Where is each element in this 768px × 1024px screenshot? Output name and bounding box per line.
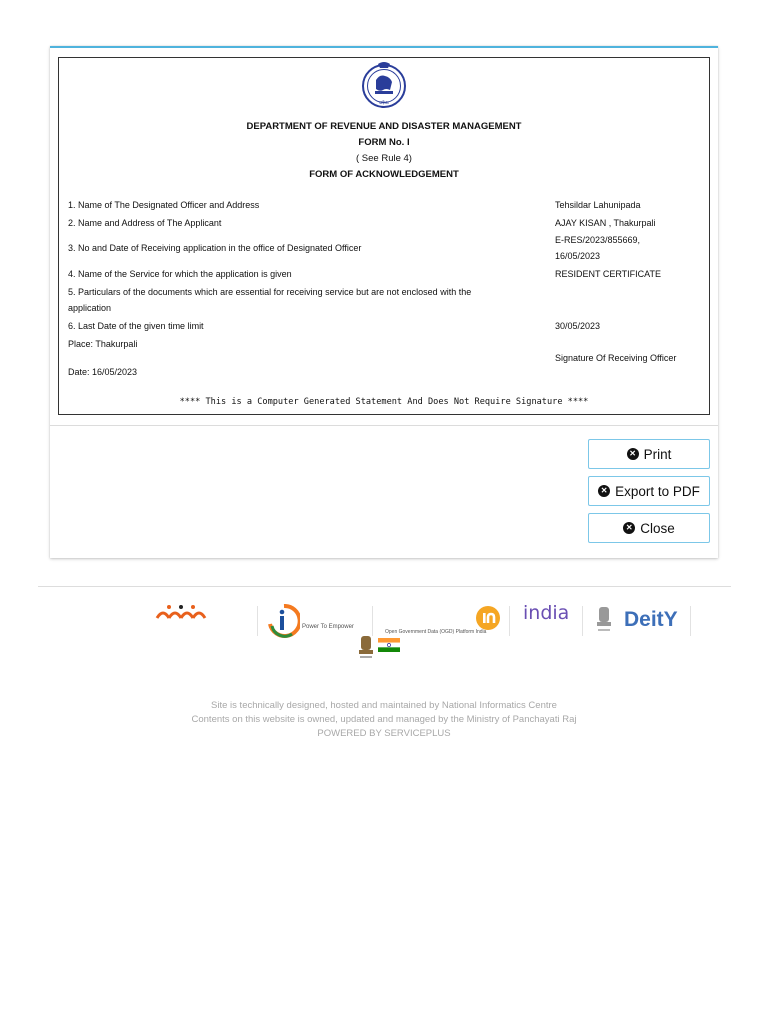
card-divider (50, 425, 718, 426)
close-circle-icon: ✕ (623, 522, 635, 534)
row-last-date-value: 30/05/2023 (555, 321, 601, 331)
footer-powered-by: POWERED BY SERVICEPLUS (317, 728, 451, 739)
row-application-number-label: 3. No and Date of Receiving application in the office of Designated Officer (68, 243, 362, 253)
ogd-platform-text: Open Government Data (OGD) Platform India (385, 629, 487, 635)
row-designated-officer-label: 1. Name of The Designated Officer and Address (68, 200, 260, 210)
date-text: Date: 16/05/2023 (68, 367, 138, 377)
row-service-value: RESIDENT CERTIFICATE (555, 269, 662, 279)
place-text: Place: Thakurpali (68, 339, 138, 349)
logo-separator (690, 606, 691, 636)
close-circle-icon: ✕ (598, 485, 610, 497)
row-applicant-label: 2. Name and Address of The Applicant (68, 218, 222, 228)
close-button[interactable] (588, 513, 710, 543)
logo-separator (582, 606, 583, 636)
signature-label: Signature Of Receiving Officer (555, 353, 677, 363)
form-number: FORM No. I (358, 137, 410, 148)
digital-india-logo-icon (268, 604, 300, 638)
form-title: FORM OF ACKNOWLEDGEMENT (309, 169, 459, 180)
export-pdf-button[interactable] (588, 476, 710, 506)
digital-india-tagline: Power To Empower (302, 624, 354, 630)
footer-nic-text: Site is technically designed, hosted and maintained by National Informatics Centre (211, 700, 557, 711)
department-heading: DEPARTMENT OF REVENUE AND DISASTER MANAGEMENT (246, 121, 522, 132)
print-button[interactable] (588, 439, 710, 469)
deity-logo: DeitY (624, 608, 678, 631)
acknowledgement-form (58, 57, 710, 415)
svg-text:ଓଡ଼ିଶା: ଓଡ଼ିଶା (379, 100, 389, 105)
odisha-emblem-icon (361, 60, 407, 110)
acknowledgement-card (50, 46, 718, 558)
national-emblem-icon (356, 632, 376, 664)
row-applicant-value: AJAY KISAN , Thakurpali (555, 218, 656, 228)
panchayati-raj-logo-icon (155, 604, 209, 622)
logo-separator (257, 606, 258, 636)
row-designated-officer-value: Tehsildar Lahunipada (555, 200, 641, 210)
close-button-label: Close (640, 520, 675, 536)
rule-reference: ( See Rule 4) (356, 153, 412, 164)
india-portal-logo: india (523, 602, 570, 624)
computer-generated-note: **** This is a Computer Generated Statement And Does Not Require Signature **** (179, 397, 589, 407)
print-button-label: Print (643, 446, 672, 462)
partner-logos (0, 596, 768, 676)
ashoka-emblem-icon (593, 604, 615, 636)
row-last-date-label: 6. Last Date of the given time limit (68, 321, 204, 331)
ogd-logo-icon (475, 605, 501, 631)
page-divider (38, 586, 731, 587)
export-pdf-button-label: Export to PDF (615, 483, 700, 499)
footer-ministry-text: Contents on this website is owned, updated and managed by the Ministry of Panchayati Raj (191, 714, 577, 725)
row-application-date-value: 16/05/2023 (555, 251, 601, 261)
logo-separator (509, 606, 510, 636)
row-documents-label-cont: application (68, 303, 112, 313)
row-documents-label: 5. Particulars of the documents which are essential for receiving service but are not enclosed with the (68, 287, 472, 297)
row-service-label: 4. Name of the Service for which the application is given (68, 269, 292, 279)
india-flag-icon (378, 638, 400, 652)
row-application-number-value: E-RES/2023/855669, (555, 235, 641, 245)
close-circle-icon: ✕ (627, 448, 639, 460)
